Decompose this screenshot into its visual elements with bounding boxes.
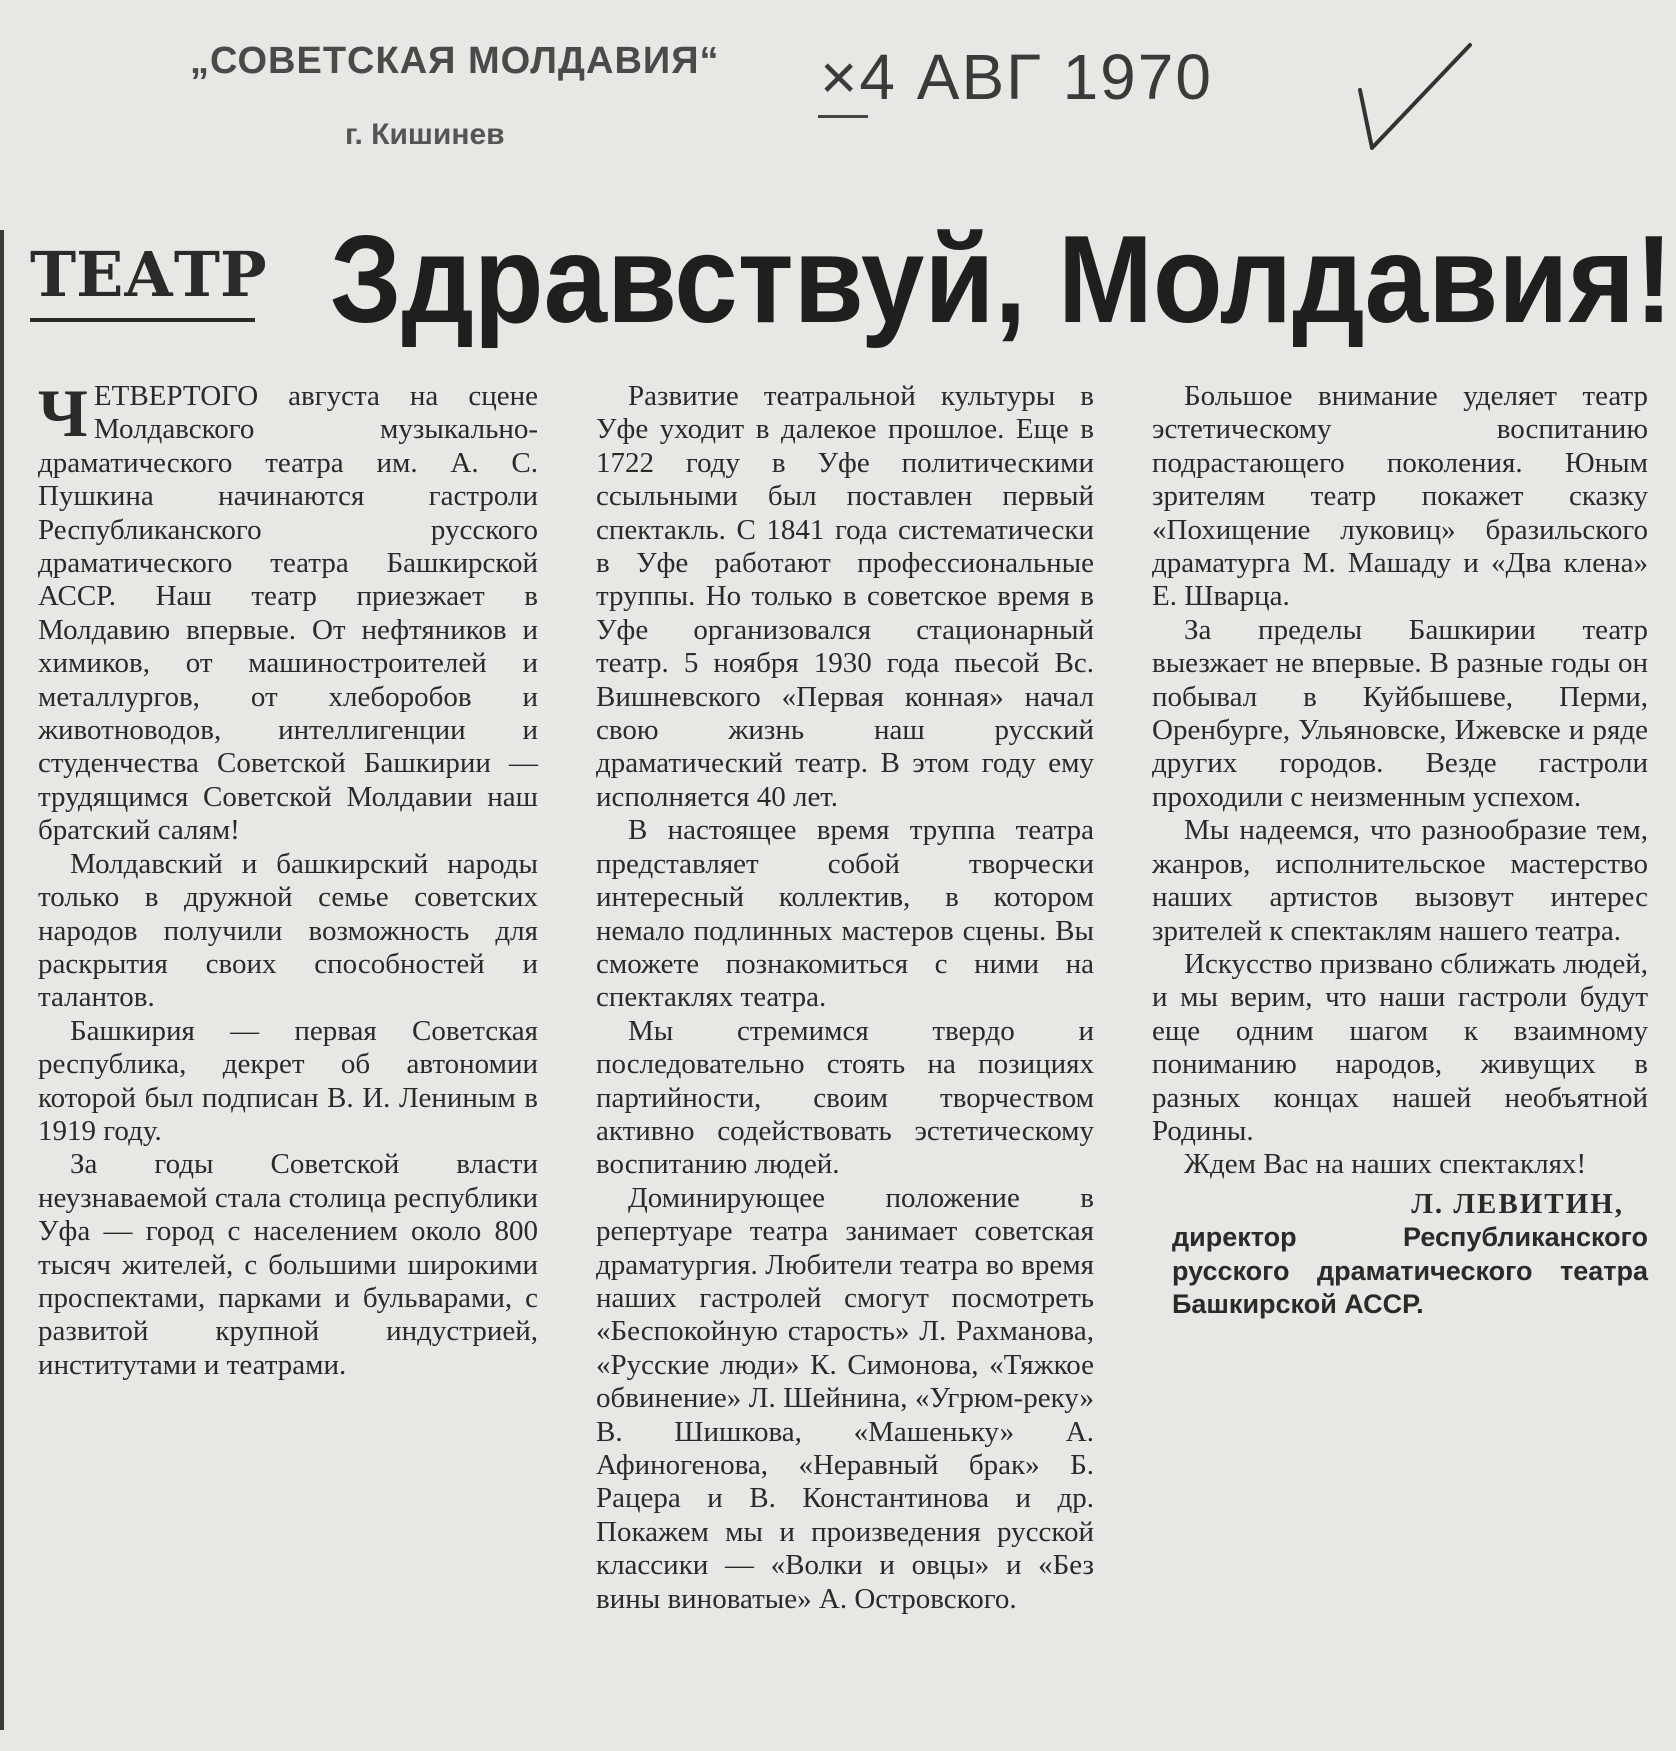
article-headline: Здравствуй, Молдавия! <box>330 211 1673 349</box>
article-column-2 <box>596 380 1094 1616</box>
author-signature: Л. ЛЕВИТИН, <box>1411 1187 1624 1220</box>
date-underline <box>818 115 868 118</box>
checkmark-icon <box>1350 40 1480 160</box>
paragraph: Развитие театральной культуры в Уфе уходит в далекое прошлое. Еще в 1722 году в Уфе политическими ссыльными был поставлен первый спектакль. С 1841 года систематически в Уфе работают профессиональные труппы. Но только в советское время в Уфе организовался стационарный театр. 5 ноября 1930 года пьесой Вс. Вишневского «Первая конная» начал свою жизнь наш русский драматический театр. В этом году ему исполняется 40 лет. <box>596 380 1094 813</box>
city-stamp: г. Кишинев <box>345 118 505 151</box>
drop-cap: Ч <box>38 375 88 451</box>
column-rule <box>0 230 4 1730</box>
paragraph: Мы стремимся твердо и последовательно стоять на позициях партийности, своим творчеством активно содействовать эстетическому воспитанию людей. <box>596 1014 1094 1181</box>
author-title: директор Республиканского русского драматического театра Башкирской АССР. <box>1172 1222 1648 1319</box>
paragraph: Большое внимание уделяет театр эстетическому воспитанию подрастающего поколения. Юным зрителям театр покажет сказку «Похищение луковиц» бразильского драматурга М. Машаду и «Два клена» Е. Шварца. <box>1152 380 1648 613</box>
paragraph: Доминирующее положение в репертуаре театра занимает советская драматургия. Любители театра во время наших гастролей смогут посмотреть «Беспокойную старость» Л. Рахманова, «Русские люди» К. Симонова, «Тяжкое обвинение» Л. Шейнина, «Угрюм-реку» В. Шишкова, «Машеньку» А. Афиногенова, «Неравный брак» Б. Рацера и В. Константинова и др. Покажем мы и произведения русской классики — «Волки и овцы» и «Без вины виноватые» А. Островского. <box>596 1181 1094 1615</box>
paragraph: Ждем Вас на наших спектаклях! <box>1184 1148 1587 1181</box>
paragraph: В настоящее время труппа театра представляет собой творчески интересный коллектив, в котором немало подлинных мастеров сцены. Вы сможете познакомиться с ними на спектаклях театра. <box>596 814 1094 1014</box>
paragraph: Башкирия — первая Советская республика, декрет об автономии которой был подписан В. И. Лениным в 1919 году. <box>38 1014 538 1147</box>
paragraph: За годы Советской власти неузнаваемой стала столица республики Уфа — город с населением около 800 тысяч жителей, с большими широкими проспектами, парками и бульварами, с развитой крупной индустрией, институтами и театрами. <box>38 1148 538 1381</box>
article-column-1 <box>38 375 538 1382</box>
lead-text: ЕТВЕРТОГО августа на сцене Молдавского музыкально-драматического театра им. А. С. Пушкина начинаются гастроли Республиканского русского драматического театра Башкирской АССР. Наш театр приезжает в Молдавию впервые. От нефтяников и химиков, от машиностроителей и металлургов, от хлеборобов и животноводов, интеллигенции и студенчества Советской Башкирии — трудящимся Советской Молдавии наш братский салям! <box>38 380 538 847</box>
lead-paragraph <box>38 375 538 848</box>
article-column-3 <box>1152 380 1648 1321</box>
paragraph: Искусство призвано сближать людей, и мы верим, что наши гастроли будут еще одним шагом к взаимному пониманию народов, живущих в разных концах нашей необъятной Родины. <box>1152 947 1648 1147</box>
newspaper-stamp: „СОВЕТСКАЯ МОЛДАВИЯ“ <box>190 40 720 82</box>
paragraph: Мы надеемся, что разнообразие тем, жанров, исполнительское мастерство наших артистов вызовут интерес зрителей к спектаклям нашего театра. <box>1152 814 1648 947</box>
date-stamp: ×4 АВГ 1970 <box>820 41 1213 113</box>
paragraph: Молдавский и башкирский народы только в дружной семье советских народов получили возможность для раскрытия своих способностей и талантов. <box>38 847 538 1014</box>
rubric-label: ТЕАТР <box>30 238 267 311</box>
rubric-underline <box>30 318 255 322</box>
paragraph: За пределы Башкирии театр выезжает не впервые. В разные годы он побывал в Куйбышеве, Перми, Оренбурге, Ульяновске, Ижевске и ряде других городов. Везде гастроли проходили с неизменным успехом. <box>1152 613 1648 813</box>
